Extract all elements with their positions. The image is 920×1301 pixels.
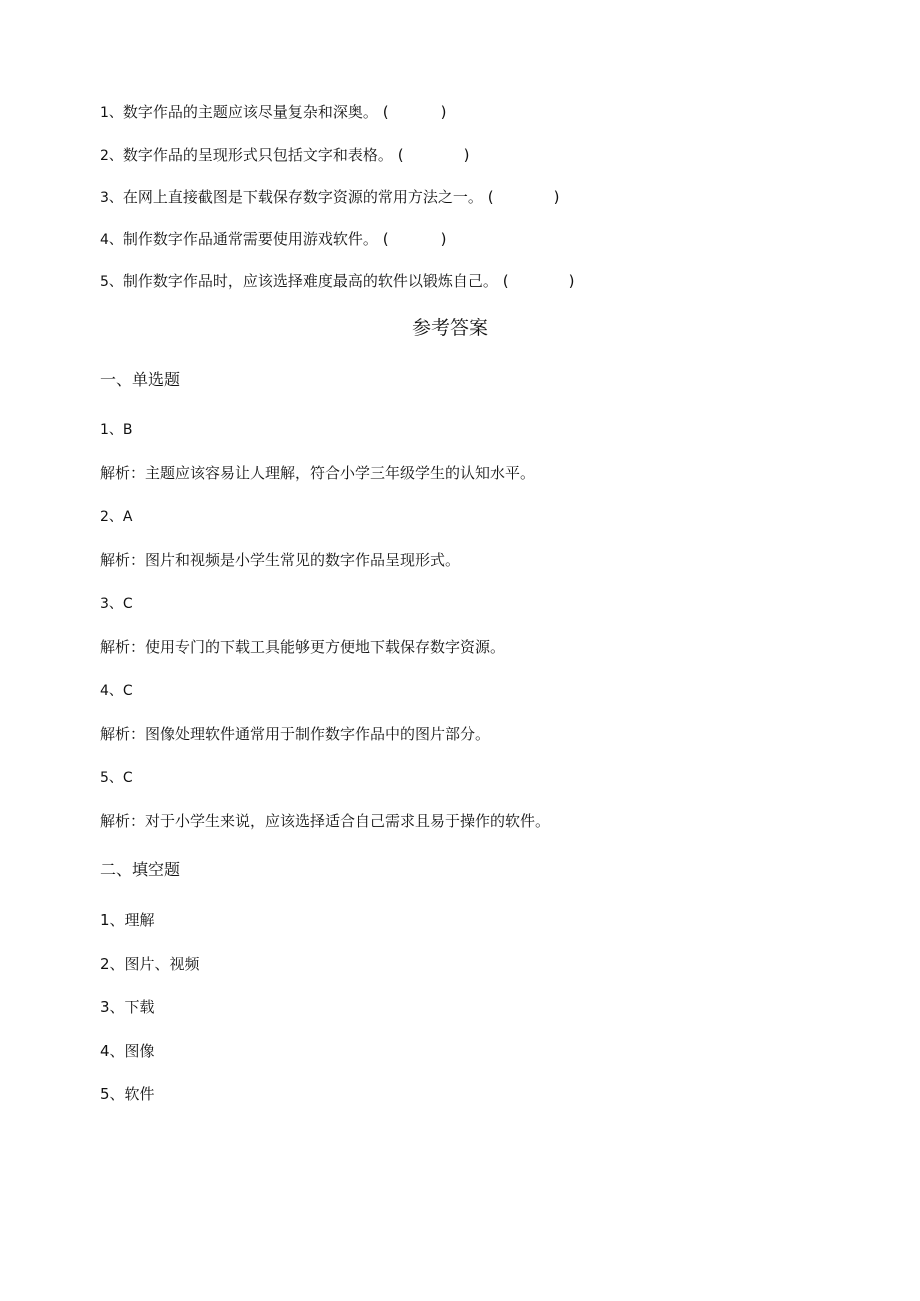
question-text: 数字作品的呈现形式只包括文字和表格。 (122, 146, 393, 164)
answer-1: 1、B (100, 422, 133, 438)
answer-blank-open: ( (382, 103, 389, 121)
question-5 (100, 271, 574, 292)
fill-answer-2: 2、图片、视频 (100, 955, 200, 973)
fill-answer-4: 4、图像 (100, 1042, 155, 1060)
analysis-5: 解析：对于小学生来说，应该选择适合自己需求且易于操作的软件。 (100, 812, 551, 830)
answer-blank-open: ( (397, 146, 404, 164)
answer-blank-close: ) (553, 188, 560, 206)
question-number: 2、 (100, 148, 123, 164)
question-text: 制作数字作品通常需要使用游戏软件。 (122, 230, 378, 248)
analysis-3: 解析：使用专门的下载工具能够更方便地下载保存数字资源。 (100, 638, 506, 656)
question-number: 4、 (100, 232, 123, 248)
answer-blank-close: ) (463, 146, 470, 164)
question-1 (100, 102, 446, 123)
analysis-1: 解析：主题应该容易让人理解，符合小学三年级学生的认知水平。 (100, 464, 536, 482)
answer-2: 2、A (100, 509, 133, 525)
answer-3: 3、C (100, 596, 133, 612)
answer-blank-open: ( (502, 272, 509, 290)
question-text: 数字作品的主题应该尽量复杂和深奥。 (122, 103, 378, 121)
question-number: 1、 (100, 105, 123, 121)
question-text: 制作数字作品时，应该选择难度最高的软件以锻炼自己。 (122, 272, 498, 290)
analysis-4: 解析：图像处理软件通常用于制作数字作品中的图片部分。 (100, 725, 491, 743)
answer-blank-close: ) (568, 272, 575, 290)
question-number: 3、 (100, 190, 123, 206)
analysis-2: 解析：图片和视频是小学生常见的数字作品呈现形式。 (100, 551, 461, 569)
section-heading-fill-blank: 二、填空题 (100, 860, 181, 879)
question-3 (100, 187, 559, 208)
answer-blank-open: ( (487, 188, 494, 206)
answer-blank-open: ( (382, 230, 389, 248)
answer-blank-close: ) (440, 230, 447, 248)
answers-title: 参考答案 (411, 317, 488, 339)
question-2 (100, 145, 469, 166)
fill-answer-5: 5、软件 (100, 1085, 155, 1103)
question-number: 5、 (100, 274, 123, 290)
fill-answer-3: 3、下载 (100, 998, 155, 1016)
answer-blank-close: ) (440, 103, 447, 121)
answer-5: 5、C (100, 770, 133, 786)
section-heading-single-choice: 一、单选题 (100, 370, 181, 389)
fill-answer-1: 1、理解 (100, 911, 155, 929)
question-text: 在网上直接截图是下载保存数字资源的常用方法之一。 (122, 188, 483, 206)
question-4 (100, 229, 446, 250)
answer-4: 4、C (100, 683, 133, 699)
